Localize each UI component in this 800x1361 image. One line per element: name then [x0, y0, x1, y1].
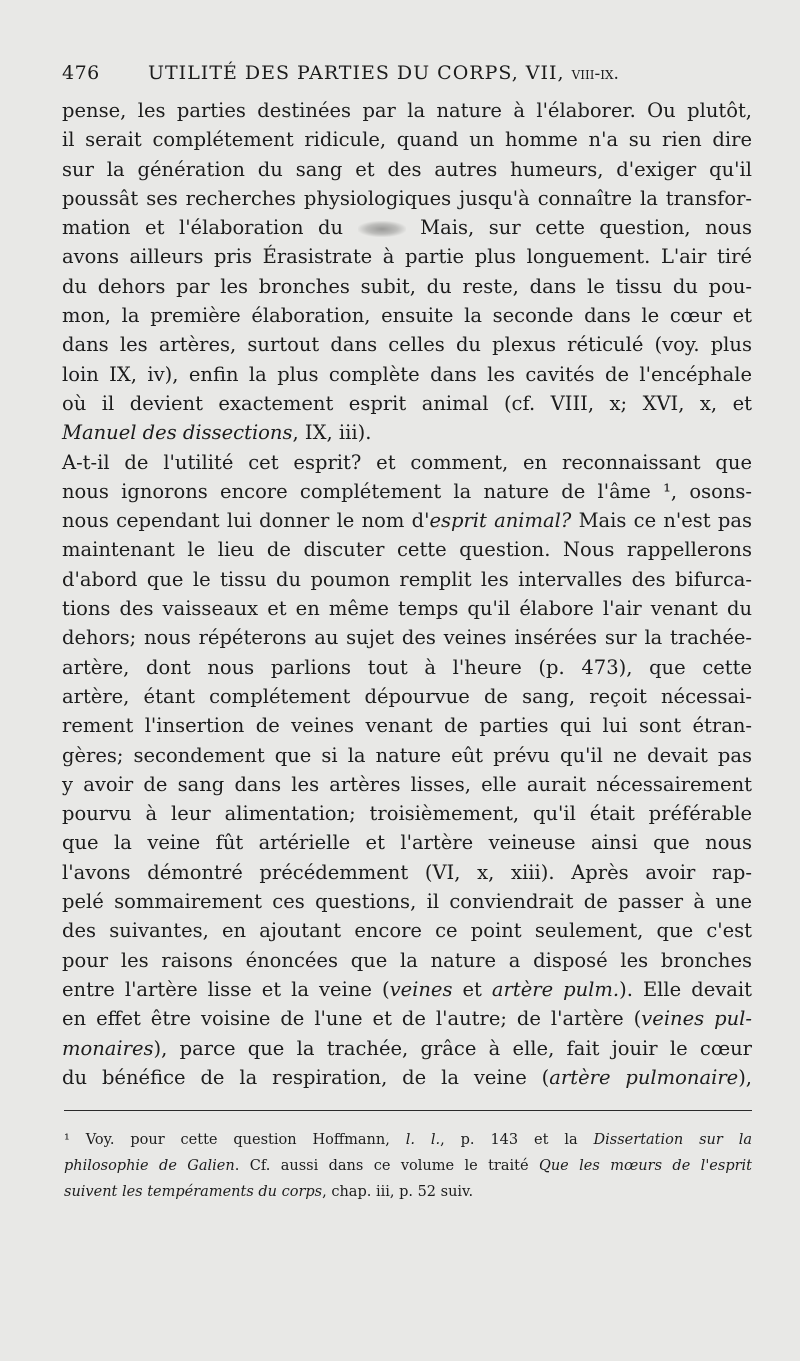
text-segment: nous cependant lui donner le nom d': [62, 509, 430, 533]
text-segment: , p. 143 et la: [440, 1132, 594, 1148]
text-segment: l. l.: [405, 1132, 441, 1148]
text-segment: ), parce que la trachée, grâce à elle, fait jouir le cœur: [153, 1036, 752, 1060]
text-line: dans les artères, surtout dans celles du plexus réticulé (voy. plus: [62, 333, 752, 357]
text-segment: et: [452, 977, 492, 1001]
text-segment: suivent les tempéraments du corps: [64, 1184, 323, 1200]
text-line: d'abord que le tissu du poumon remplit les intervalles des bifurca-: [62, 567, 752, 591]
text-line: dehors; nous répéterons au sujet des veines insérées sur la trachée-: [62, 626, 752, 650]
text-segment: entre l'artère lisse et la veine (: [62, 977, 390, 1001]
text-line: [62, 506, 752, 535]
text-line: [62, 1063, 752, 1092]
text-line: artère, étant complétement dépourvue de sang, reçoit nécessai-: [62, 684, 752, 708]
text-line: avons ailleurs pris Érasistrate à partie plus longuement. L'air tiré: [62, 245, 752, 269]
text-line: [62, 213, 752, 242]
footnote: [64, 1127, 752, 1205]
text-line: pourvu à leur alimentation; troisièmement, qu'il était préférable: [62, 802, 752, 826]
text-line: [62, 1004, 752, 1033]
text-segment: veines pul-: [641, 1007, 753, 1031]
text-line: gères; secondement que si la nature eût prévu qu'il ne devait pas: [62, 743, 752, 767]
text-line: il serait complétement ridicule, quand un homme n'a su rien dire: [62, 128, 752, 152]
text-segment: ¹ Voy. pour cette question Hoffmann,: [64, 1132, 406, 1148]
text-segment: philosophie de Galien: [64, 1158, 235, 1174]
running-section: viii-ix.: [571, 64, 619, 84]
text-line: pour les raisons énoncées que la nature a disposé les bronches: [62, 948, 752, 972]
text-line: loin IX, iv), enfin la plus complète dans les cavités de l'encéphale: [62, 362, 752, 386]
running-title: [148, 62, 619, 84]
text-segment: Mais ce n'est pas: [571, 509, 752, 533]
footnote-line: [64, 1127, 752, 1153]
text-line: pense, les parties destinées par la nature à l'élaborer. Ou plutôt,: [62, 99, 752, 122]
text-segment: en effet être voisine de l'une et de l'autre; de l'artère (: [62, 1007, 642, 1031]
text-segment: , IX, iii).: [292, 421, 372, 445]
ink-smudge: [358, 221, 406, 237]
text-segment: du bénéfice de la respiration, de la veine (: [62, 1065, 550, 1089]
footnote-line: [64, 1153, 752, 1179]
text-line: artère, dont nous parlions tout à l'heure (p. 473), que cette: [62, 655, 752, 679]
text-segment: esprit animal?: [429, 509, 572, 533]
text-line: [62, 975, 752, 1004]
running-title-text: UTILITÉ DES PARTIES DU CORPS, VII,: [148, 62, 565, 84]
text-segment: mation et l'élaboration du: [62, 216, 358, 240]
text-line: que la veine fût artérielle et l'artère veineuse ainsi que nous: [62, 831, 752, 855]
text-line: y avoir de sang dans les artères lisses, elle aurait nécessairement: [62, 772, 752, 796]
text-segment: Que les mœurs de l'esprit: [538, 1158, 753, 1174]
text-segment: monaires: [62, 1036, 154, 1060]
text-segment: Mais, sur cette question, nous: [405, 216, 752, 240]
main-text: [62, 96, 752, 1092]
text-segment: Dissertation sur la: [593, 1132, 752, 1148]
text-line: mon, la première élaboration, ensuite la seconde dans le cœur et: [62, 304, 752, 328]
footnote-line: [64, 1179, 752, 1205]
page-number: 476: [62, 62, 100, 84]
text-segment: ). Elle devait: [619, 977, 752, 1001]
text-segment: veines: [389, 977, 453, 1001]
text-line: des suivantes, en ajoutant encore ce point seulement, que c'est: [62, 919, 752, 943]
text-segment: ),: [738, 1065, 752, 1089]
text-line: A-t-il de l'utilité cet esprit? et comment, en reconnaissant que: [62, 450, 752, 474]
text-line: du dehors par les bronches subit, du reste, dans le tissu du pou-: [62, 274, 752, 298]
text-line: rement l'insertion de veines venant de parties qui lui sont étran-: [62, 714, 752, 738]
text-line: [62, 1034, 752, 1063]
text-segment: artère pulmonaire: [549, 1065, 739, 1089]
text-line: [62, 418, 752, 447]
text-segment: . Cf. aussi dans ce volume le traité: [234, 1158, 539, 1174]
text-line: tions des vaisseaux et en même temps qu'il élabore l'air venant du: [62, 597, 752, 621]
text-line: pelé sommairement ces questions, il conviendrait de passer à une: [62, 890, 752, 914]
text-segment: Manuel des dissections: [62, 421, 293, 445]
text-line: nous ignorons encore complétement la nature de l'âme ¹, osons-: [62, 479, 752, 503]
running-header: [62, 62, 752, 92]
text-line: sur la génération du sang et des autres humeurs, d'exiger qu'il: [62, 157, 752, 181]
text-line: l'avons démontré précédemment (VI, x, xiii). Après avoir rap-: [62, 860, 752, 884]
text-line: où il devient exactement esprit animal (cf. VIII, x; XVI, x, et: [62, 391, 752, 415]
text-segment: artère pulm.: [491, 977, 620, 1001]
footnote-divider: [64, 1110, 752, 1111]
text-line: poussât ses recherches physiologiques jusqu'à connaître la transfor-: [62, 186, 752, 210]
text-line: maintenant le lieu de discuter cette question. Nous rappellerons: [62, 538, 752, 562]
text-segment: , chap. iii, p. 52 suiv.: [322, 1184, 474, 1200]
